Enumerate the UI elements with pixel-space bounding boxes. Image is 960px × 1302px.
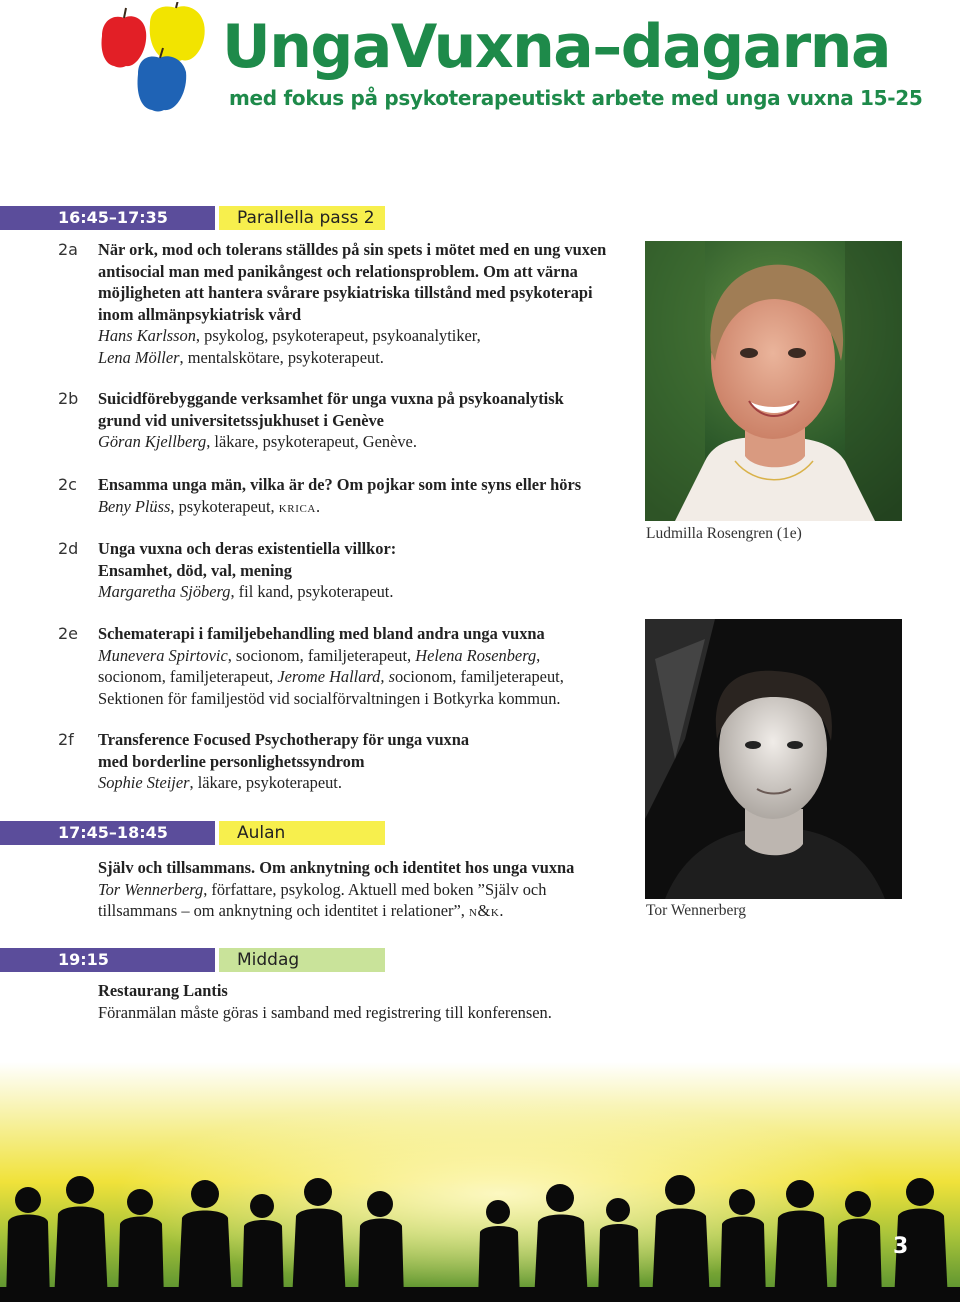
session-time: 17:45–18:45 xyxy=(0,821,215,845)
speaker-role: , läkare, psykoterapeut, Genève. xyxy=(206,432,417,451)
silhouette-banner xyxy=(0,1062,960,1302)
speaker-role: , psykoterapeut, xyxy=(170,496,279,516)
speaker-name: Göran Kjellberg xyxy=(98,432,207,451)
speaker-role: , psykolog, psykoterapeut, psykoanalytiker, xyxy=(195,326,481,345)
session-code: 2b xyxy=(58,389,79,408)
session-code: 2e xyxy=(58,624,79,643)
session-title: Ensamma unga män, vilka är de? xyxy=(98,475,333,494)
session-name: Parallella pass 2 xyxy=(219,206,385,230)
punctuation: . xyxy=(499,901,504,920)
publisher: n&k xyxy=(468,901,500,920)
session-time: 19:15 xyxy=(0,948,215,972)
speaker-role: ocionom, familjeterapeut, Sektionen för familjestöd vid socialförvaltningen i Botkyrka kommun. xyxy=(98,667,564,708)
session-body xyxy=(98,857,593,922)
portrait-image xyxy=(645,619,902,899)
page-number: 3 xyxy=(893,1234,909,1259)
speaker-role: , läkare, psykoterapeut. xyxy=(189,773,342,792)
session-name: Middag xyxy=(219,948,385,972)
speaker-name: Jerome Hallard, s xyxy=(277,667,395,686)
page-title: UngaVuxna–dagarna xyxy=(222,12,890,82)
apples-logo xyxy=(96,2,210,116)
session-body xyxy=(98,729,498,794)
speaker-name: Beny Plüss xyxy=(98,496,171,516)
session-title-2: Ensamhet, död, val, mening xyxy=(98,560,292,580)
session-title: Unga vuxna och deras existentiella villkor: xyxy=(98,539,397,558)
portrait-image xyxy=(645,241,902,521)
photo-caption: Tor Wennerberg xyxy=(646,902,746,919)
session-code: 2a xyxy=(58,240,78,259)
session-title: Restaurang Lantis xyxy=(98,981,228,1000)
speaker-role: , författare, psykolog. Aktuell med boken ”Själv och tillsammans – om anknytning och identitet i relationer”, xyxy=(98,879,547,920)
session-body xyxy=(98,239,608,368)
speaker-role: , socionom, familjeterapeut, xyxy=(227,645,416,665)
session-title: Själv och tillsammans. xyxy=(98,858,256,877)
session-code: 2c xyxy=(58,475,77,494)
session-body xyxy=(98,538,608,603)
photo-caption: Ludmilla Rosengren (1e) xyxy=(646,525,802,542)
session-note: Föranmälan måste göras i samband med registrering till konferensen. xyxy=(98,1002,552,1022)
session-body xyxy=(98,623,608,709)
speaker-name: Lena Möller xyxy=(98,347,180,367)
session-body xyxy=(98,474,608,517)
speaker-role: , mentalskötare, psykoterapeut. xyxy=(179,347,384,367)
speaker-name: Margaretha Sjöberg xyxy=(98,582,231,601)
session-title: Transference Focused Psychotherapy för unga vuxna med borderline personlighetssyndrom xyxy=(98,730,470,771)
session-body xyxy=(98,388,608,453)
session-name: Aulan xyxy=(219,821,385,845)
speaker-photo-ludmilla xyxy=(645,241,902,521)
organization: krica xyxy=(278,496,316,516)
punctuation: . xyxy=(315,496,321,516)
session-title-2: Om pojkar som inte syns eller hörs xyxy=(336,475,582,494)
session-title-2: Om att värna möjligheten att hantera svårare psykiatriska tillstånd med psykoterapi inom allmänpsykiatrisk vård xyxy=(98,261,593,324)
speaker-name: Munevera Spirtovic xyxy=(98,645,228,665)
speaker-photo-tor xyxy=(645,619,902,899)
session-code: 2f xyxy=(58,730,74,749)
speaker-name: Hans Karlsson xyxy=(98,326,196,345)
speaker-name: Helena Rosenberg xyxy=(415,645,537,665)
session-title: När ork, mod och tolerans ställdes på sin spets i mötet med en ung vuxen antisocial man med panikångest och relationsproblem. xyxy=(98,240,607,281)
session-code: 2d xyxy=(58,539,79,558)
page-subtitle: med fokus på psykoterapeutiskt arbete med unga vuxna 15-25 xyxy=(229,86,923,110)
session-title-2: Om anknytning och identitet hos unga vuxna xyxy=(259,858,575,877)
session-body xyxy=(98,980,608,1023)
speaker-role: , fil kand, psykoterapeut. xyxy=(230,582,394,601)
session-title: Schematerapi i familjebehandling med bland andra unga vuxna xyxy=(98,624,545,643)
session-title: Suicidförebyggande verksamhet för unga vuxna på psykoanalytisk grund vid universitetssjukhuset i Genève xyxy=(98,389,564,430)
speaker-name: Sophie Steijer xyxy=(98,773,190,792)
session-time: 16:45–17:35 xyxy=(0,206,215,230)
speaker-name: Tor Wennerberg xyxy=(98,879,204,899)
speaker-role: , socionom, familjeterapeut, xyxy=(98,645,541,686)
